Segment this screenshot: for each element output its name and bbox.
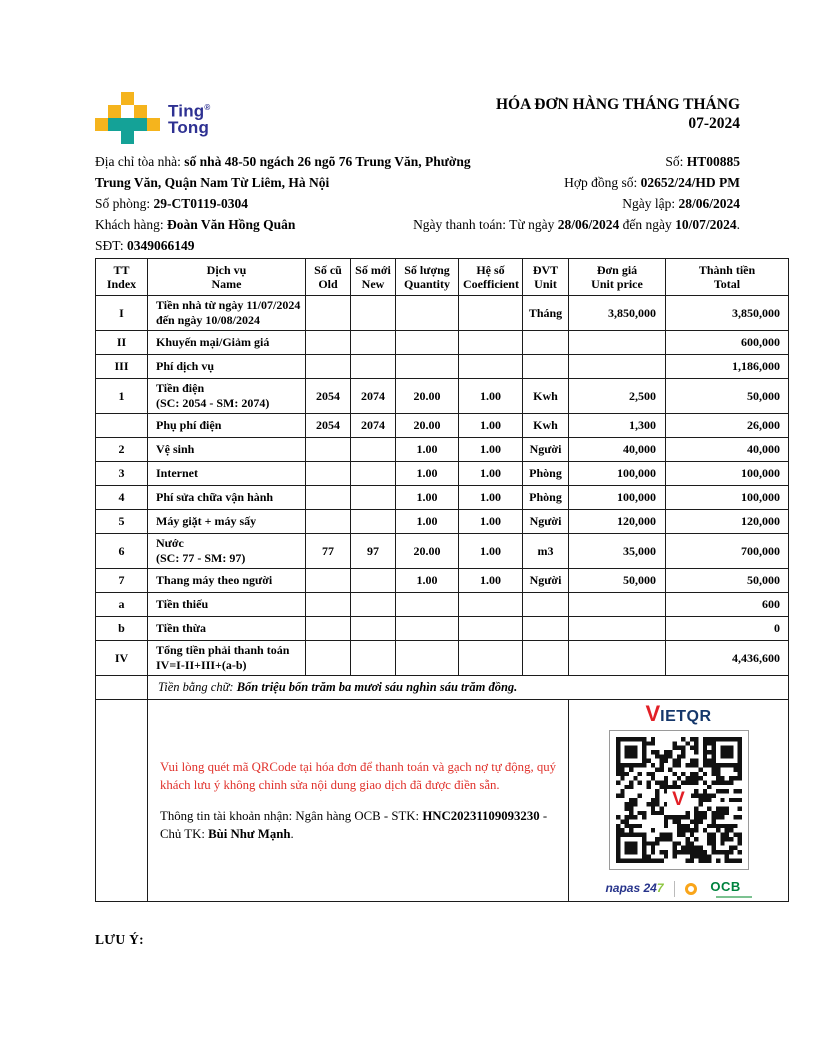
cell-name: Tiền thừa [148,617,306,641]
text-segment: Số: [665,154,687,169]
cell-unit: m3 [523,534,569,569]
cell-coef [459,617,523,641]
vietqr-card [589,703,769,898]
cell-total: 120,000 [666,510,789,534]
text-segment: Khách hàng: [95,217,167,232]
cell-unit: Kwh [523,414,569,438]
table-row [96,379,789,414]
divider [674,881,675,897]
table-row [96,355,789,379]
text-segment: 28/06/2024 [557,217,620,232]
cell-coef: 1.00 [459,462,523,486]
text-segment: 02652/24/HD PM [640,175,740,190]
cell-name: Tổng tiền phải thanh toán IV=I-II+III+(a-b) [148,641,306,676]
table-row [96,641,789,676]
cell-name: Tiền thiếu [148,593,306,617]
cell-qty: 1.00 [396,438,459,462]
cell-coef: 1.00 [459,486,523,510]
cell-name: Thang máy theo người [148,569,306,593]
cell-coef [459,296,523,331]
info-line [95,235,465,256]
text-segment: Trung Văn, Quận Nam Từ Liêm, Hà Nội [95,175,330,190]
cell-unit [523,593,569,617]
vietqr-center-icon: V [667,789,691,811]
qr-notice: Vui lòng quét mã QRCode tại hóa đơn để thanh toán và gạch nợ tự động, quý khách lưu ý không chỉnh sửa nội dung giao dịch đã được điền sẵn. [160,760,557,792]
text-segment: HNC20231109093230 [422,809,540,823]
cell-old [306,569,351,593]
cell-total: 26,000 [666,414,789,438]
cell-price: 120,000 [569,510,666,534]
table-row [96,486,789,510]
text-segment: Bùi Như Mạnh [208,827,291,841]
table-row [96,617,789,641]
cell-tt: 6 [96,534,148,569]
text-segment: . [736,217,740,232]
cell-old [306,593,351,617]
cell-coef [459,331,523,355]
cell-coef [459,641,523,676]
cell-unit [523,641,569,676]
cell-qty [396,355,459,379]
logo-text: Ting® Tong [168,101,211,137]
cell-tt: 7 [96,569,148,593]
cell-name: Phí sửa chữa vận hành [148,486,306,510]
cell-old [306,331,351,355]
cell-tt: 2 [96,438,148,462]
invoice-title: HÓA ĐƠN HÀNG THÁNG THÁNG 07-2024 [495,96,740,132]
cell-new [351,641,396,676]
cell-coef: 1.00 [459,438,523,462]
cell-new [351,462,396,486]
cell-name: Nước (SC: 77 - SM: 97) [148,534,306,569]
cell-tt: a [96,593,148,617]
cell-empty [96,700,148,902]
text-segment: 10/07/2024 [675,217,737,232]
cell-new [351,331,396,355]
napas-logo: napas 247 [605,881,664,895]
cell-old [306,486,351,510]
amount-in-words-label: Tiền bằng chữ: [158,680,237,694]
cell-old [306,462,351,486]
text-segment: 29-CT0119-0304 [153,196,249,211]
cell-name: Internet [148,462,306,486]
cell-name: Phí dịch vụ [148,355,306,379]
cell-qty: 20.00 [396,534,459,569]
cell-name: Máy giặt + máy sấy [148,510,306,534]
cell-qty: 1.00 [396,510,459,534]
info-line [380,172,740,193]
cell-new [351,486,396,510]
cell-price: 35,000 [569,534,666,569]
text-segment: Thông tin tài khoản nhận: Ngân hàng OCB - STK: [160,809,423,823]
tingtong-logo [95,92,210,144]
cell-empty [96,676,148,700]
text-segment: đến ngày [619,217,676,232]
text-segment: Hợp đồng số: [564,175,641,190]
cell-unit: Kwh [523,379,569,414]
vietqr-iet: IET [660,708,687,725]
info-line [380,151,740,172]
cell-unit: Phòng [523,486,569,510]
cell-new [351,510,396,534]
cell-old [306,641,351,676]
cell-price [569,593,666,617]
amount-in-words-cell [148,676,789,700]
cell-coef [459,355,523,379]
cell-unit: Người [523,569,569,593]
cell-tt [96,414,148,438]
cell-tt: 1 [96,379,148,414]
table-header-row [96,259,789,296]
cell-old: 2054 [306,414,351,438]
cell-qty [396,593,459,617]
cell-tt: IV [96,641,148,676]
cell-qty [396,296,459,331]
cell-qty [396,641,459,676]
table-row [96,462,789,486]
cell-total: 100,000 [666,462,789,486]
cell-tt: III [96,355,148,379]
cell-name: Tiền điện (SC: 2054 - SM: 2074) [148,379,306,414]
cell-new: 97 [351,534,396,569]
cell-total: 700,000 [666,534,789,569]
header-cell-new: Số mới New [351,259,396,296]
cell-price: 1,300 [569,414,666,438]
tingtong-logo-icon [95,92,160,144]
text-segment: Đoàn Văn Hồng Quân [166,217,296,232]
table-row [96,593,789,617]
vietqr-v: V [645,701,661,726]
table-row [96,438,789,462]
text-segment: 28/06/2024 [678,196,740,211]
cell-price [569,617,666,641]
table-row [96,296,789,331]
header-cell-unit: ĐVT Unit [523,259,569,296]
info-right-column [380,151,740,235]
cell-unit: Người [523,510,569,534]
text-segment: HT00885 [686,154,740,169]
cell-total: 0 [666,617,789,641]
cell-total: 40,000 [666,438,789,462]
cell-name: Khuyến mại/Giảm giá [148,331,306,355]
cell-tt: 4 [96,486,148,510]
cell-qty [396,617,459,641]
cell-new [351,296,396,331]
info-line [380,214,740,235]
cell-unit [523,331,569,355]
cell-total: 1,186,000 [666,355,789,379]
cell-tt: b [96,617,148,641]
table-row [96,331,789,355]
payment-row [96,700,789,902]
cell-price [569,331,666,355]
ocb-logo: OCB [685,879,752,898]
table-row [96,414,789,438]
cell-qty: 20.00 [396,379,459,414]
header-cell-coefficient: Hệ số Coefficient [459,259,523,296]
cell-new [351,617,396,641]
text-segment: số nhà 48-50 ngách 26 ngõ 76 Trung Văn, Phường [184,154,471,169]
cell-total: 50,000 [666,569,789,593]
footer-note: LƯU Ý: [95,932,144,947]
account-info [160,807,558,843]
header-cell-index: TT Index [96,259,148,296]
cell-tt: I [96,296,148,331]
cell-tt: 5 [96,510,148,534]
cell-new [351,569,396,593]
cell-old [306,355,351,379]
header-cell-unit-price: Đơn giá Unit price [569,259,666,296]
cell-price: 3,850,000 [569,296,666,331]
cell-price: 100,000 [569,462,666,486]
cell-old: 77 [306,534,351,569]
text-segment: Địa chỉ tòa nhà: [95,154,185,169]
cell-new [351,438,396,462]
cell-coef: 1.00 [459,569,523,593]
cell-new: 2074 [351,379,396,414]
cell-qty: 1.00 [396,569,459,593]
cell-qty [396,331,459,355]
cell-old [306,617,351,641]
cell-total: 600,000 [666,331,789,355]
invoice-table [95,258,789,902]
cell-coef: 1.00 [459,534,523,569]
cell-unit: Người [523,438,569,462]
cell-coef: 1.00 [459,510,523,534]
header-cell-quantity: Số lượng Quantity [396,259,459,296]
cell-price [569,355,666,379]
text-segment: - Chủ TK: [160,809,548,841]
cell-price: 40,000 [569,438,666,462]
text-segment: Ngày lập: [622,196,679,211]
cell-unit [523,617,569,641]
cell-total: 100,000 [666,486,789,510]
cell-qty: 20.00 [396,414,459,438]
amount-in-words-value: Bốn triệu bốn trăm ba mươi sáu nghìn sáu trăm đồng. [236,680,518,694]
cell-name: Tiền nhà từ ngày 11/07/2024 đến ngày 10/08/2024 [148,296,306,331]
info-line [380,193,740,214]
cell-new: 2074 [351,414,396,438]
cell-new [351,593,396,617]
cell-total: 4,436,600 [666,641,789,676]
cell-qty: 1.00 [396,462,459,486]
vietqr-logo [589,703,769,728]
cell-price: 100,000 [569,486,666,510]
cell-price [569,641,666,676]
header-cell-old: Số cũ Old [306,259,351,296]
cell-total: 600 [666,593,789,617]
text-segment: . [290,827,294,841]
cell-qty: 1.00 [396,486,459,510]
cell-unit: Phòng [523,462,569,486]
cell-total: 3,850,000 [666,296,789,331]
qr-code [609,730,749,870]
cell-total: 50,000 [666,379,789,414]
header-cell-name: Dịch vụ Name [148,259,306,296]
cell-new [351,355,396,379]
qr-cell [569,700,789,902]
cell-name: Phụ phí điện [148,414,306,438]
cell-old [306,510,351,534]
table-row [96,534,789,569]
cell-price: 2,500 [569,379,666,414]
text-segment: 0349066149 [126,238,195,253]
text-segment: Ngày thanh toán: Từ ngày [413,217,558,232]
cell-old [306,296,351,331]
table-row [96,569,789,593]
cell-unit [523,355,569,379]
amount-in-words-row [96,676,789,700]
ocb-icon [685,883,697,895]
cell-old: 2054 [306,379,351,414]
cell-coef: 1.00 [459,379,523,414]
header-cell-total: Thành tiền Total [666,259,789,296]
cell-price: 50,000 [569,569,666,593]
text-segment: Số phòng: [95,196,154,211]
cell-coef: 1.00 [459,414,523,438]
payment-notice-cell [148,700,569,902]
cell-old [306,438,351,462]
cell-name: Vệ sinh [148,438,306,462]
vietqr-qr: QR [686,708,712,725]
table-row [96,510,789,534]
qr-footer [589,879,769,898]
text-segment: SĐT: [95,238,127,253]
cell-tt: 3 [96,462,148,486]
cell-coef [459,593,523,617]
cell-unit: Tháng [523,296,569,331]
cell-tt: II [96,331,148,355]
